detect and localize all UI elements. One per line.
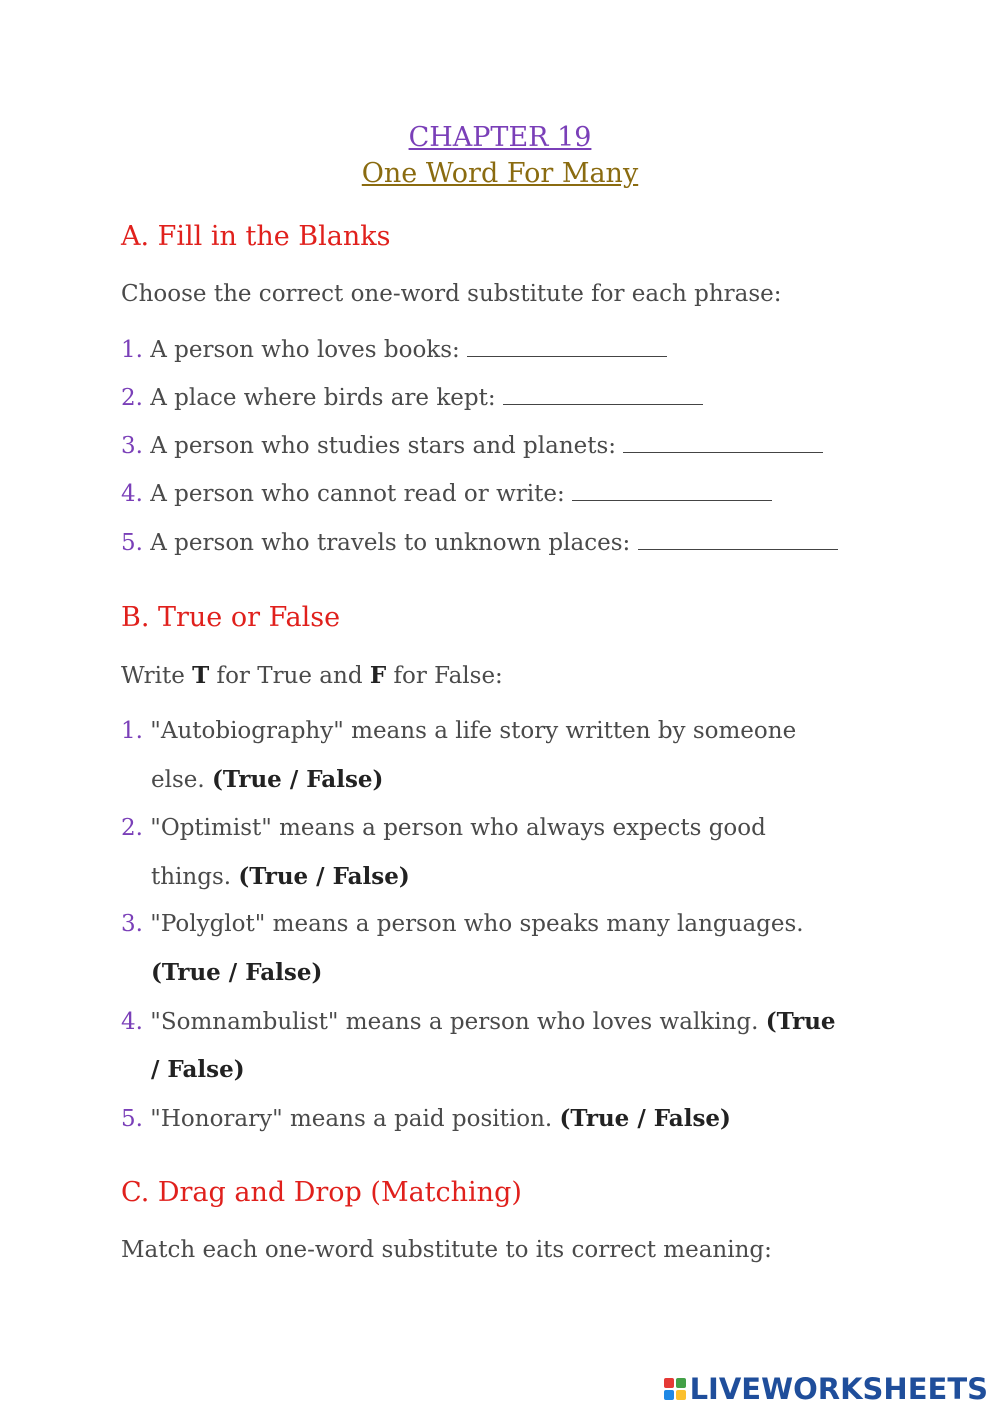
fill-item-1 bbox=[121, 337, 667, 363]
instruction-text: for False: bbox=[386, 663, 503, 689]
true-false-choice[interactable]: / False) bbox=[151, 1056, 245, 1083]
logo-square bbox=[664, 1390, 674, 1400]
instruction-text: Write bbox=[121, 663, 193, 689]
item-text: "Honorary" means a paid position. bbox=[150, 1106, 560, 1132]
item-text: "Somnambulist" means a person who loves walking. bbox=[150, 1009, 766, 1035]
section-a-heading: A. Fill in the Blanks bbox=[121, 221, 391, 252]
instruction-text: for True and bbox=[209, 663, 370, 689]
logo-text: LIVEWORKSHEETS bbox=[689, 1372, 988, 1406]
true-false-choice[interactable]: (True bbox=[765, 1008, 836, 1035]
item-number: 4. bbox=[121, 481, 143, 507]
section-b-instruction bbox=[121, 662, 503, 689]
item-text: A person who studies stars and planets: bbox=[150, 433, 617, 459]
item-text: A person who cannot read or write: bbox=[150, 481, 565, 507]
answer-blank-4[interactable] bbox=[572, 482, 772, 501]
tf-item-2 bbox=[121, 815, 766, 841]
item-text: "Polyglot" means a person who speaks many languages. bbox=[150, 911, 804, 937]
item-text: "Autobiography" means a life story written by someone bbox=[150, 718, 797, 744]
answer-blank-3[interactable] bbox=[623, 434, 823, 453]
logo-square bbox=[676, 1390, 686, 1400]
true-false-choice[interactable]: (True / False) bbox=[238, 863, 410, 890]
chapter-title: CHAPTER 19 bbox=[408, 122, 592, 153]
instruction-true-letter: T bbox=[192, 662, 210, 689]
section-c-heading: C. Drag and Drop (Matching) bbox=[121, 1177, 522, 1208]
answer-blank-2[interactable] bbox=[503, 386, 703, 405]
section-a-instruction: Choose the correct one-word substitute for each phrase: bbox=[121, 281, 782, 307]
item-text: "Optimist" means a person who always expects good bbox=[150, 815, 766, 841]
item-number: 4. bbox=[121, 1009, 143, 1035]
logo-square bbox=[664, 1378, 674, 1388]
tf-item-1 bbox=[121, 718, 796, 744]
item-text: else. bbox=[151, 767, 213, 793]
true-false-choice[interactable]: (True / False) bbox=[212, 766, 384, 793]
tf-item-2-continued bbox=[151, 863, 410, 890]
item-number: 1. bbox=[121, 718, 143, 744]
item-number: 2. bbox=[121, 385, 143, 411]
fill-item-5 bbox=[121, 530, 838, 556]
item-number: 3. bbox=[121, 433, 143, 459]
tf-item-1-continued bbox=[151, 766, 383, 793]
liveworksheets-logo[interactable] bbox=[664, 1372, 988, 1406]
item-text: A place where birds are kept: bbox=[150, 385, 496, 411]
item-text: A person who loves books: bbox=[150, 337, 460, 363]
chapter-subtitle: One Word For Many bbox=[361, 158, 639, 189]
item-text: A person who travels to unknown places: bbox=[150, 530, 631, 556]
tf-item-4-continued bbox=[151, 1056, 245, 1083]
item-number: 5. bbox=[121, 530, 143, 556]
item-number: 5. bbox=[121, 1106, 143, 1132]
fill-item-4 bbox=[121, 481, 772, 507]
tf-item-3 bbox=[121, 911, 804, 937]
logo-grid-icon bbox=[664, 1378, 686, 1400]
logo-square bbox=[676, 1378, 686, 1388]
section-b-heading: B. True or False bbox=[121, 602, 341, 633]
item-number: 3. bbox=[121, 911, 143, 937]
fill-item-2 bbox=[121, 385, 703, 411]
item-number: 1. bbox=[121, 337, 143, 363]
fill-item-3 bbox=[121, 433, 823, 459]
item-text: things. bbox=[151, 864, 239, 890]
answer-blank-5[interactable] bbox=[638, 531, 838, 550]
tf-item-4 bbox=[121, 1008, 836, 1035]
item-number: 2. bbox=[121, 815, 143, 841]
section-c-instruction: Match each one-word substitute to its correct meaning: bbox=[121, 1237, 772, 1263]
true-false-choice[interactable]: (True / False) bbox=[151, 959, 323, 986]
tf-item-3-continued bbox=[151, 959, 322, 986]
true-false-choice[interactable]: (True / False) bbox=[559, 1105, 731, 1132]
tf-item-5 bbox=[121, 1105, 731, 1132]
instruction-false-letter: F bbox=[369, 662, 387, 689]
answer-blank-1[interactable] bbox=[467, 338, 667, 357]
